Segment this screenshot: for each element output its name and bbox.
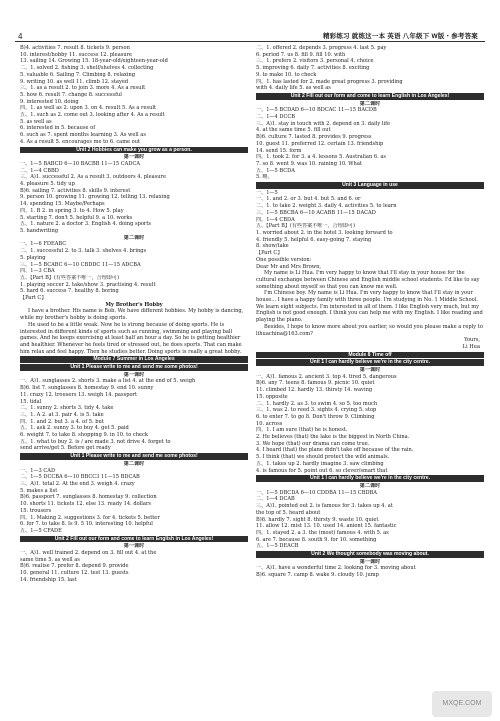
answer-line: 二、1. solved 2. fishing 3. shelf/shelves 4. collecting (20, 65, 154, 72)
section-heading: Unit 1 Please write to me and send me some photos! (20, 364, 248, 371)
lesson-heading: 第一课时 (359, 558, 381, 565)
running-head: 精彩练习 就练这一本 英语 八年级下 W版・参考答案 (322, 33, 478, 40)
answer-line: 15. trousers (20, 507, 52, 514)
lesson-heading: 第二课时 (123, 234, 145, 241)
answer-line: 10. interest/hobby 11. success 12. pleasure (20, 51, 133, 58)
answer-line: 5. as well as (20, 118, 52, 125)
answer-line: the top of 5. heard about (256, 509, 321, 516)
answer-line: 一、1—6 FDEABC (20, 241, 67, 248)
answer-line: 5. improving 6. daily 7. activities 8. exciting (256, 65, 370, 72)
section-heading: Module 7 Summer in Los Angeles (20, 356, 248, 363)
answer-line: 一、1—5 BCDAD 6—10 BDCAC 11—15 BACDB (256, 107, 377, 114)
right-column (256, 45, 484, 579)
answer-line: 五、1. takes up 2. hardly imagine 3. saw climbing (256, 460, 384, 467)
answer-line: 6. weight 7. to take 8. shopping 9. in 10. to check (20, 432, 149, 439)
answer-line: 一、1—5 (256, 189, 278, 196)
answer-line: 10. guest 11. preferred 12. certain 13. friendship (256, 140, 384, 147)
answer-line: 三、1—5 BCABC 6—10 CBDDC 11—15 ADCBA (20, 261, 141, 268)
answer-line: 8. show/take (256, 243, 289, 250)
answer-line: B)6. square 7. camp 8. wake 9. cloudy 10. jump (256, 572, 379, 579)
answer-line: 一、1—3 CAD (20, 467, 56, 474)
section-heading: Unit 1 I can hardly believe we're in the city centre. (256, 475, 484, 482)
answer-line: 四、1. Making 2. suggestions 3. for 4. tickets 5. better (20, 514, 160, 521)
answer-line: 5. how 6. result 7. change 8. successful (20, 91, 122, 98)
answer-line: 四、1. stayed 2. a 3. the (most) famous 4. with 5. as (256, 529, 389, 536)
answer-line: 13. sailing 14. Growing 15. 18-year-old/eighteen-year-old (20, 58, 168, 65)
answer-line: 三、1. prefers 2. visitors 3. personal 4. choice (256, 58, 374, 65)
answer-line: 五、1—5 BCDA (256, 167, 295, 174)
answer-line: 一、1—5 BABCD 6—10 BACBB 11—15 CADCA (20, 160, 141, 167)
answer-line: 四、1. took 2. for 3. a 4. lessons 5. Australian 6. as (256, 154, 387, 161)
answer-line: 6. are 7. because 8. south 9. for 10. something (256, 536, 377, 543)
answer-line: B)6. any 7. teens 8. famous 9. picnic 10. quiet (256, 380, 375, 387)
answer-line: 4. is famous for 5. point out 6. so clever/smart that (256, 467, 388, 474)
answer-line: B)6. sailing 7. activities 8. skills 9. interest (20, 187, 131, 194)
answer-line: 9. person 10. growing 11. growing 12. telling 13. relaxing (20, 194, 170, 201)
answer-line: 14. friendship 15. last (20, 576, 77, 583)
answer-line: B)6. hardly 7. sight 8. thirsty 9. waste 10. quiet (256, 516, 379, 523)
answer-line: 二、1. to take 2. weight 3. daily 4. activities 5. to learn (256, 203, 397, 210)
answer-line: 二、1—5 DCCBA 6—10 BBCC3 11—15 BDCAB (20, 474, 140, 481)
answer-line: with 4. daily life 5. as well as (256, 85, 331, 92)
answer-line: 11. climbed 12. hardly 13. thirsty 14. waving (256, 387, 373, 394)
answer-line: 4. I heard (that) the plane didn't take off because of the rain. (256, 447, 414, 454)
watermark-logo: MXQE.COM (432, 691, 492, 717)
answer-line: 五、1. ask 2. sunny 3. to buy 4. get 5. paid (20, 425, 129, 432)
answer-line: My Brother's Hobby (105, 301, 163, 308)
answer-line: 三、1—5 BBCBA 6—10 ACABB 11—15 DACAD (256, 209, 376, 216)
header-rule (15, 41, 485, 42)
lesson-heading: 第二课时 (359, 483, 381, 489)
answer-line: 二、1. hardly 2. as 3. to swim 4. so 5. too much (256, 400, 378, 407)
answer-line: same time 5. as well as (20, 556, 80, 563)
answer-line: 10. across (256, 420, 283, 427)
lesson-heading: 第二课时 (359, 100, 381, 107)
answer-line: 三、1. A 2. at 3. pair 4. is 5. take (20, 411, 104, 418)
answer-line: B)6. realise 7. prefer 8. depend 9. provide (20, 563, 129, 570)
answer-line: 四、1. B 2. in spring 3. to 4. How 5. play (20, 207, 124, 214)
answer-line: 三、1. as a result 2. to join 3. more 4. As a result (20, 85, 146, 92)
answer-line: 5. playing (20, 254, 46, 261)
answer-line: 三、A)1. pointed out 2. is famous for 3. takes up 4. at (256, 503, 393, 510)
answer-line: 四、1. has lasted for 2. made great progress 3. providing (256, 78, 403, 85)
answer-line: 五、【Part B】(有些答案不唯一，合理即可) (20, 274, 120, 281)
answer-line: 1. playing soccer 2. take/show 3. practising 4. result (20, 281, 156, 288)
answer-line: 一、1. and 2. or 3. but 4. but 5. and 6. or (256, 196, 361, 203)
answer-line: 三、A)1. stay in touch with 2. depend on 3. daily life (256, 120, 390, 127)
lesson-heading: 第一课时 (123, 543, 145, 550)
lesson-heading: 第一课时 (359, 367, 381, 374)
lesson-heading: 第一课时 (123, 371, 145, 378)
page-number: 4 (18, 32, 23, 41)
answer-line: 10. general 11. culture 12. test 13. guests (20, 570, 129, 577)
lesson-heading: 第一课时 (123, 154, 145, 161)
answer-line: 10. shorts 11. tickets 12. else 13. ready 14. dollars (20, 501, 151, 508)
answer-line: 6. interested in 5. because of (20, 125, 96, 132)
section-heading: Unit 2 Fill out our form and come to learn English in Los Angeles! (256, 93, 484, 100)
answer-line: 4. pleasure 5. tidy up (20, 181, 75, 188)
answer-line: 一、A)1. have a wonderful time 2. looking for 3. moving about (256, 565, 416, 572)
answer-line: Yours, (464, 337, 480, 344)
answer-line: 15. tidal (20, 398, 42, 405)
answer-line: 四、1. and 2. but 3. a 4. of 5. but (20, 418, 104, 425)
answer-line: 5. makes a list (20, 487, 58, 494)
answer-line: He used to be a little weak. Now he is strong because of doing sports. He is interested in different kinds of sports such as running, swimming and playing ball games. And he keeps exercising at least half an hour a day. So he is getting healthier and healthier. Whenever he feels tired or stressed out, he does sports. That can make him relax and feel happy. Then he studies better. Doing sports is really a great hobby. (20, 321, 242, 355)
answer-line: 二、1. offered 2. depends 3. progress 4. last 5. pay (256, 45, 387, 51)
answer-line: Besides, I hope to know more about you earlier, so would you please make a reply to lihuachina@163.com? (256, 323, 483, 337)
answer-line: 五、1. nature 2. a doctor 3. English 4. doing sports (20, 221, 152, 228)
answer-line: 15. opposite (256, 393, 288, 400)
answer-line: 一、A)1. famous 2. ancient 3. top 4. tired 5. dangerous (256, 373, 397, 380)
answer-line: 14. spending 15. Maybe/Perhaps (20, 201, 105, 208)
answer-line: 4. friendly 5. helpful 6. easy-going 7. staying (256, 236, 372, 243)
answer-line: 6. to enter 7. to go 8. Don't throw 9. Climbing (256, 413, 375, 420)
answer-line: My name is Li Hua. I'm very happy to know that I'll stay in your house for the cultural exchange between Chinese and English middle school students. I'd like to say something about myself so that you can know me well. (256, 270, 480, 290)
answer-line: 5. handwriting (20, 227, 58, 234)
section-heading: Unit 1 I can hardly believe we're in the city centre. (256, 359, 484, 366)
answer-line: 5. hard 6. success 7. healthy 8. boring (20, 288, 119, 295)
answer-line: 四、1. as well as 2. upon 3. on 4. result 5. As a result (20, 105, 157, 112)
answer-line: 一、A)1. sunglasses 2. shorts 3. make a list 4. at the end of 5. weigh (20, 378, 196, 385)
answer-line: Dear Mr and Mrs Brown, (256, 263, 322, 270)
answer-line: 【Part C】 (20, 295, 47, 302)
answer-line: 3. We hope (that) our drama can come true. (256, 440, 370, 447)
answer-line: 二、1—4 DCAB (256, 496, 295, 503)
answer-line: 一、1—5 DBCDA 6—10 CDDBA 11—15 CBDBA (256, 489, 377, 496)
answer-line: 2. He believes (that) the lake is the biggest in North China. (256, 434, 410, 441)
page-header (0, 0, 500, 40)
answer-line: 5. valuable 6. Sailing 7. Climbing 8. relaxing (20, 71, 136, 78)
answer-line: 9. to make 10. to check (256, 71, 317, 78)
section-heading: Unit 3 Language in use (256, 182, 484, 189)
answer-line: 五、【Part B】(有些答案不唯一，合理即可) (256, 223, 356, 230)
answer-line: 11. crazy 12. trousers 13. weigh 14. passport (20, 391, 138, 398)
answer-line: 四、1. I am sure (that) he is honest. (256, 427, 348, 434)
answer-line: 二、1. successful 2. to 3. talk 3. shelves 4. brings (20, 248, 147, 255)
answer-line: 4. As a result 5. encourages me to 6. came out (20, 138, 141, 145)
answer-line: 一、A)1. well trained 2. depend on 3. fill out 4. at the (20, 550, 157, 557)
answer-line: Li Hua (462, 343, 480, 350)
answer-line: 5. starting 7. don't 5. helpful 9. a 10. works (20, 214, 133, 221)
lesson-heading: 第二课时 (123, 460, 145, 467)
answer-line: I'm Chinese boy. My name is Li Hua. I'm very happy to know that I'll stay in your house... I have a happy family with three people. I'm studying in No. 1 Middle School. We learn eight subjects. I'm interested in all of them. I like English very much, but my English is not good enough. I think you can help me with my English. I like reading and playing the piano. (256, 290, 483, 324)
section-heading: Unit 2 We thought somebody was moving about. (256, 551, 484, 558)
answer-line: One possible version: (256, 256, 312, 263)
answer-line: 6. period 7. us 8. fill 9. fill 10. with (256, 51, 346, 58)
section-heading: Module 8 Time off (256, 352, 484, 359)
answer-line: 五、1. what to buy 2. is / are made 3. not drive 4. forget to (20, 438, 171, 445)
answer-line: 五、1—5 CFADE (20, 527, 62, 534)
answer-line: 五、1. such as 2. come out 3. looking after 4. As a result (20, 112, 165, 119)
answer-line: 三、1. was 2. to reed 3. sights 4. crying 5. stop (256, 407, 377, 414)
answer-line: 11. allow 12. mist 13. 10. used 14. anient 15. fantastic (256, 523, 397, 530)
left-column (20, 45, 248, 584)
section-heading: Unit 1 Please write to me and send me some photos! (20, 453, 248, 460)
answer-line: 6. such as 7. spent months learning 3. As well as (20, 132, 146, 139)
answer-line: 4. at the same time 5. fill out (256, 127, 331, 134)
answer-line: 二、1. sunny 2. shorts 3. tidy 4. take (20, 405, 114, 412)
answer-line: B)6. culture 7. lasted 8. provides 9. progress (256, 134, 372, 141)
answer-line: 三、A)1. successful 2. As a result 3. outdoors 4. pleasure (20, 174, 166, 181)
answer-line: 四、1—3 CBA (20, 268, 55, 275)
answer-line: 二、1—4 DCCB (256, 114, 296, 121)
answer-line: 三、A)1. total 2. At the end 3. weigh 4. crazy (20, 481, 135, 487)
answer-line: 五、1—5 DEACB (256, 543, 299, 550)
section-heading: Unit 2 Hobbies can make you grow as a person. (20, 147, 248, 154)
answer-line: 1. worried about 2. in the hotel 3. looking forward to (256, 229, 393, 236)
answer-line: B)6. list 7. sunglasses 8. homestay 9. end 10. sunny (20, 385, 154, 392)
answer-line: 【Part C】 (256, 250, 283, 257)
answer-line: send arrive/get 5. Before get ready (20, 445, 111, 452)
answer-line: 7. so 8. went 9. was 10. raining 10. What (256, 160, 362, 167)
answer-line: B)6. passport 7. sunglasses 8. homestay 9. collection (20, 494, 157, 501)
answer-line: I have a brother. His name is Bob. We have different hobbies. My hobby is dancing, while my brother's hobby is doing sports. (20, 308, 244, 322)
answer-line: B)4. activities 7. result 8. tickets 9. person (20, 45, 130, 51)
answer-line: 5. 略。 (256, 174, 273, 181)
answer-line: 9. interested 10. doing (20, 98, 79, 105)
answer-line: 四、1—4 CBDA (256, 216, 295, 223)
answer-line: 5. I think (that) we should protect the wild animals. (256, 454, 390, 461)
answer-line: 9. writing 10. as well 11. climb 12. stayed (20, 78, 129, 85)
answer-line: 二、1—4 CBBD (20, 167, 59, 174)
answer-line: 6. for 7. to take 8. Is 9. 5 10. interesting 10. helpful (20, 521, 153, 528)
answer-line: 14. send 15. form (256, 147, 302, 154)
section-heading: Unit 2 Fill out our form and come to learn English in Los Angeles! (20, 536, 248, 543)
